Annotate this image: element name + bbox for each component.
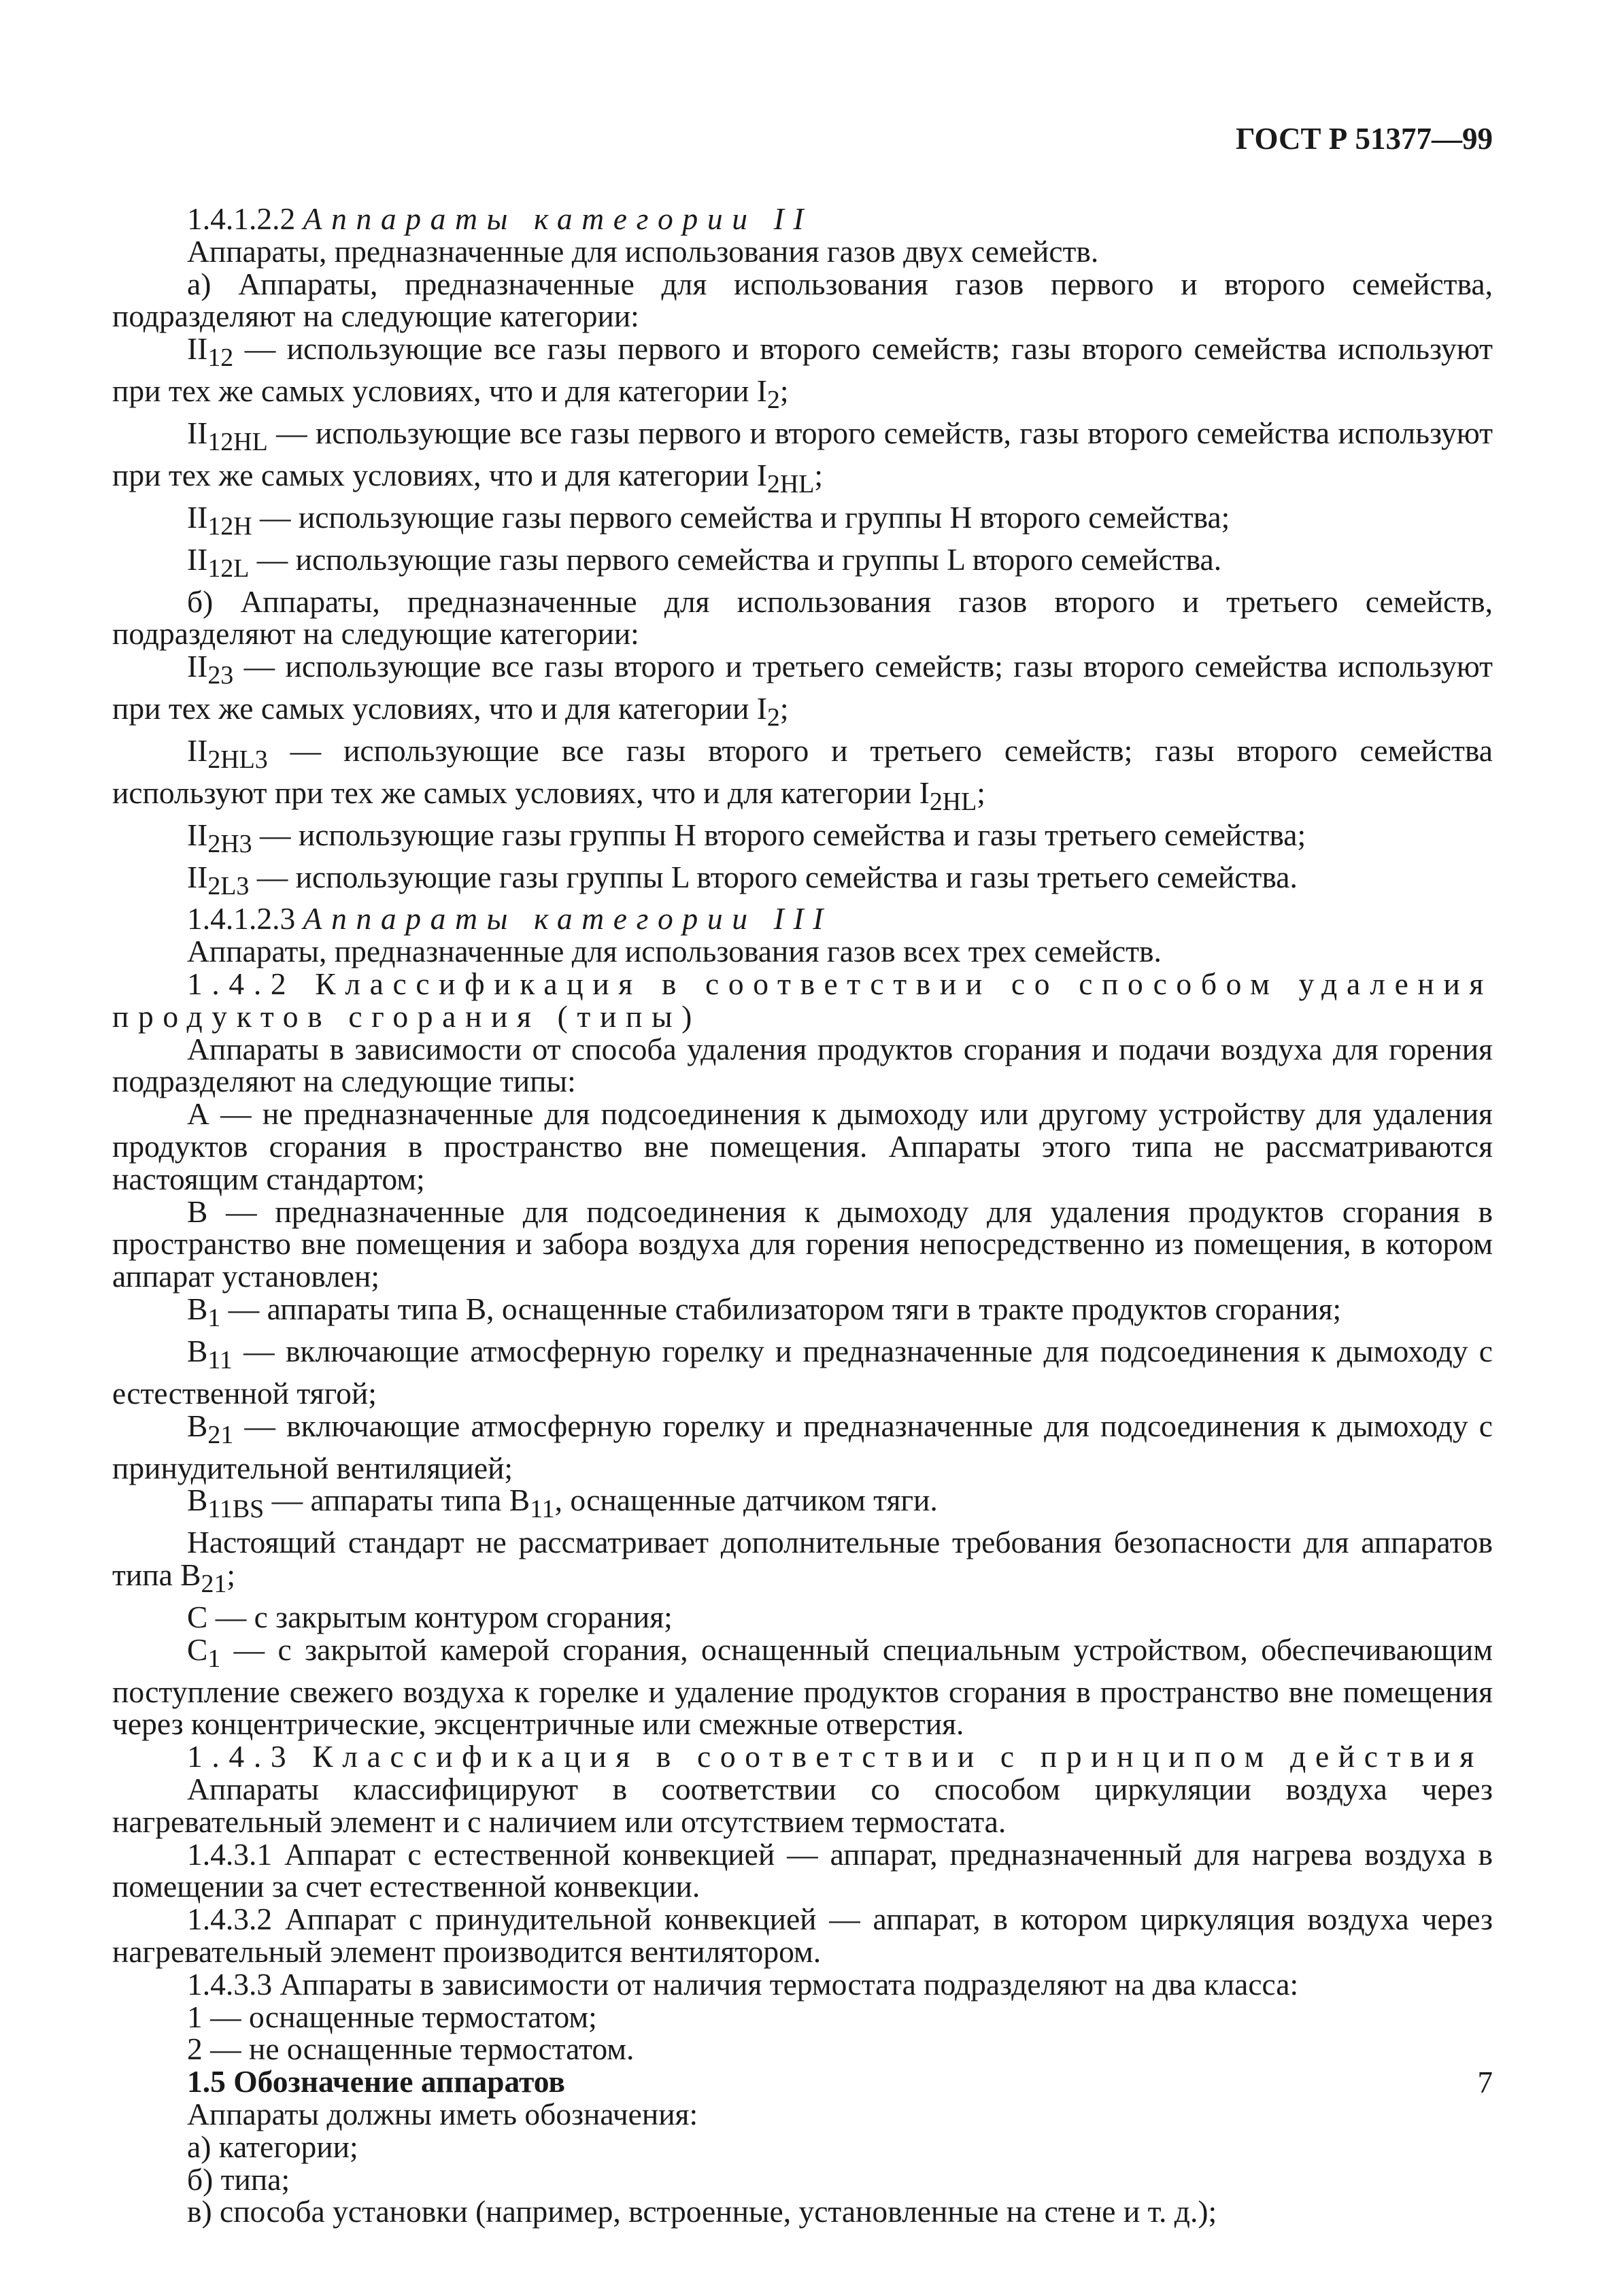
page-number: 7 [1477,2065,1493,2099]
list-item: б) типа; [187,2161,290,2197]
list-item: в) способа установки (например, встроенные, установленные на стене и т. д.); [187,2194,1217,2229]
document-code: ГОСТ Р 51377—99 [1235,122,1493,156]
type-b: В — предназначенные для подсоединения к дымоходу для удаления продуктов сгорания в пространство вне помещения и забора воздуха для горения непосредственно из помещения, в котором аппарат установлен; [112,1194,1493,1294]
type-c1: $С_1$ — с закрытой камерой сгорания, оснащенный специальным устройством, обеспечивающим поступление свежего воздуха к горелке и удаление продуктов сгорания в пространство вне помещения через концентрические, эксцентричные или смежные отверстия. [112,1632,1493,1742]
class-item: 2 — не оснащенные термостатом. [187,2031,635,2067]
paragraph: 1.4.3.1 Аппарат с естественной конвекцией — аппарат, предназначенный для нагрева воздуха в помещении за счет естественной конвекции. [112,1836,1493,1904]
type-b11: $В_{11}$ — включающие атмосферную горелку и предназначенные для подсоединения к дымоходу с естественной тягой; [112,1333,1493,1411]
category-ii2h3: $II_{2H3}$ — использующие газы группы Н второго семейства и газы третьего семейства; [187,817,1306,858]
type-b11bs: $В_{11BS}$ — аппараты типа $В_{11}$, оснащенные датчиком тяги. [187,1483,938,1524]
type-a: А — не предназначенные для подсоединения к дымоходу или другому устройству для удаления продуктов сгорания в пространство вне помещения. Аппараты этого типа не рассматриваются настоящим стандартом; [112,1096,1493,1196]
type-b1: $В_1$ — аппараты типа В, оснащенные стабилизатором тяги в тракте продуктов сгорания; [187,1292,1342,1333]
section-title: Аппараты категории III [303,901,833,936]
category-ii12hl: $II_{12HL}$ — использующие все газы первого и второго семейств, газы второго семейства используют при тех же самых условиях, что и для категории $I_{2HL}$; [112,415,1493,499]
paragraph: а) Аппараты, предназначенные для использования газов первого и второго семейства, подразделяют на следующие категории: [112,266,1493,334]
page-body [112,203,1493,2228]
section-title: Аппараты категории II [303,201,813,236]
paragraph: Аппараты, предназначенные для использования газов всех трех семейств. [187,934,1162,969]
section-number: 1.4.1.2.2 [187,201,303,236]
section-number: 1.4.1.2.3 [187,901,303,936]
paragraph: Аппараты классифицируют в соответствии со способом циркуляции воздуха через нагревательный элемент и с наличием или отсутствием термостата. [112,1771,1493,1839]
category-ii12l: $II_{12L}$ — использующие газы первого семейства и группы L второго семейства. [187,541,1222,583]
class-item: 1 — оснащенные термостатом; [187,1999,597,2034]
category-ii12: $II_{12}$ — использующие все газы первого и второго семейств; газы второго семейства используют при тех же самых условиях, что и для категории $I_2$; [112,331,1493,415]
paragraph: Аппараты должны иметь обозначения: [187,2096,698,2131]
section-1-4-1-2-2-heading [112,203,1493,235]
section-1-5-heading: 1.5 Обозначение аппаратов [187,2064,565,2099]
category-ii12h: $II_{12H}$ — использующие газы первого семейства и группы Н второго семейства; [187,499,1230,541]
type-b21: $В_{21}$ — включающие атмосферную горелку и предназначенные для подсоединения к дымоходу с принудительной вентиляцией; [112,1408,1493,1485]
paragraph: 1.4.3.2 Аппарат с принудительной конвекцией — аппарат, в котором циркуляция воздуха через нагревательный элемент производится вентилятором. [112,1902,1493,1969]
paragraph: Аппараты в зависимости от способа удаления продуктов сгорания и подачи воздуха для горения подразделяют на следующие типы: [112,1031,1493,1099]
section-1-4-1-2-3-heading [112,902,1493,935]
category-ii2l3: $II_{2L3}$ — использующие газы группы L второго семейства и газы третьего семейства. [187,859,1298,900]
paragraph: Аппараты, предназначенные для использования газов двух семейств. [187,233,1099,269]
paragraph: 1.4.3.3 Аппараты в зависимости от наличия термостата подразделяют на два класса: [187,1966,1299,2002]
list-item: а) категории; [187,2129,358,2164]
type-b21-note: Настоящий стандарт не рассматривает дополнительные требования безопасности для аппаратов типа $В_{21}$; [112,1525,1493,1599]
type-c: С — с закрытым контуром сгорания; [187,1599,673,1634]
paragraph: б) Аппараты, предназначенные для использования газов второго и третьего семейств, подразделяют на следующие категории: [112,584,1493,652]
section-1-4-3-heading: 1.4.3 Классификация в соответствии с принципом действия [187,1739,1483,1774]
section-1-4-2-heading: 1.4.2 Классификация в соответствии со способом удаления продуктов сгорания (типы) [112,966,1493,1034]
category-ii23: $II_{23}$ — использующие все газы второго и третьего семейств; газы второго семейства используют при тех же самых условиях, что и для категории $I_2$; [112,649,1493,732]
category-ii2hl3: $II_{2HL3}$ — использующие все газы второго и третьего семейств; газы второго семейства используют при тех же самых условиях, что и для категории $I_{2HL}$; [112,732,1493,816]
